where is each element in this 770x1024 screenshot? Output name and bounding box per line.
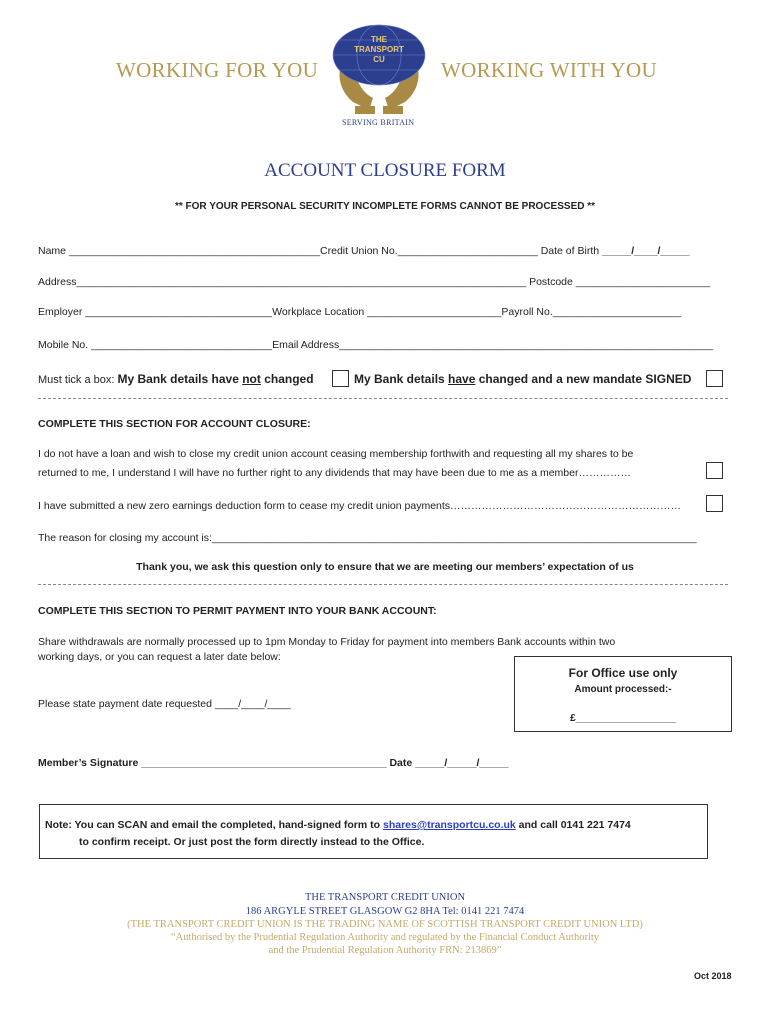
office-use-box xyxy=(514,656,732,732)
divider xyxy=(38,398,728,399)
zero-earnings-statement: I have submitted a new zero earnings deduction form to cease my credit union payments………………………………………………………… xyxy=(38,500,682,512)
logo-graphic xyxy=(329,20,429,120)
payment-date-field[interactable]: Please state payment date requested ____/____/____ xyxy=(38,698,291,710)
checkbox-not-changed[interactable] xyxy=(332,370,349,387)
name-credit-union-dob-label: Name ___________________________________________Credit Union No.________________________ Date of Birth xyxy=(38,245,602,257)
signature-field[interactable]: Member’s Signature __________________________________________ Date _____/_____/_____ xyxy=(38,757,509,769)
details-row-name[interactable] xyxy=(38,245,690,257)
checkbox-changed-new-mandate[interactable] xyxy=(706,370,723,387)
footer-trading-name: (THE TRANSPORT CREDIT UNION IS THE TRADING NAME OF SCOTTISH TRANSPORT CREDIT UNION LTD) xyxy=(127,919,643,930)
checkbox-zero-earnings[interactable] xyxy=(706,495,723,512)
details-row-address[interactable]: Address_____________________________________________________________________________ Postcode _______________________ xyxy=(38,276,711,288)
form-title: ACCOUNT CLOSURE FORM xyxy=(264,160,506,181)
thanks-note: Thank you, we ask this question only to ensure that we are meeting our members’ expectation of us xyxy=(136,561,634,573)
payment-info-line2: working days, or you can request a later date below: xyxy=(38,651,281,663)
closure-statement-line1: I do not have a loan and wish to close my credit union account ceasing membership forthwith and requesting all my shares to be xyxy=(38,448,634,460)
tick-label: Must tick a box: xyxy=(38,374,115,386)
details-row-employer[interactable]: Employer ________________________________Workplace Location _______________________Payroll No.______________________ xyxy=(38,306,682,318)
dob-field[interactable]: _____/____/_____ xyxy=(602,245,690,257)
closure-statement-line2: returned to me, I understand I will have no further right to any dividends that may have been due to me as a member…………… xyxy=(38,467,631,479)
divider xyxy=(38,584,728,585)
logo-text-3: CU xyxy=(373,55,385,64)
logo-text-1: THE xyxy=(371,35,387,44)
slogan-left: WORKING FOR YOU xyxy=(116,58,319,82)
serving-britain: SERVING BRITAIN xyxy=(342,118,415,127)
details-row-mobile[interactable]: Mobile No. _______________________________Email Address________________________________________________________________ xyxy=(38,339,713,351)
office-amount-value: £__________________ xyxy=(570,713,676,724)
email-link[interactable]: shares@transportcu.co.uk xyxy=(382,819,516,831)
office-title: For Office use only xyxy=(568,666,678,680)
note-line2: to confirm receipt. Or just post the form directly instead to the Office. xyxy=(79,836,425,848)
note-box xyxy=(39,804,708,859)
transport-cu-logo xyxy=(329,20,429,120)
logo-text-2: TRANSPORT xyxy=(354,45,404,54)
tick-option-changed: My Bank details have changed and a new mandate SIGNED xyxy=(354,372,692,386)
footer-frn: and the Prudential Regulation Authority FRN: 213869” xyxy=(268,945,502,956)
footer-authorisation: “Authorised by the Prudential Regulation Authority and regulated by the Financial Conduct Authority xyxy=(170,932,600,943)
footer-address: 186 ARGYLE STREET GLASGOW G2 8HA Tel: 0141 221 7474 xyxy=(245,906,525,917)
office-amount-label: Amount processed:- xyxy=(574,684,672,695)
closure-heading: COMPLETE THIS SECTION FOR ACCOUNT CLOSURE: xyxy=(38,418,311,430)
tick-option-not-changed: My Bank details have not changed xyxy=(117,372,314,386)
form-date: Oct 2018 xyxy=(694,971,732,981)
footer-org-name: THE TRANSPORT CREDIT UNION xyxy=(304,892,466,903)
tick-row xyxy=(38,372,314,386)
payment-info-line1: Share withdrawals are normally processed up to 1pm Monday to Friday for payment into members Bank accounts within two xyxy=(38,636,616,648)
note-line1: Note: You can SCAN and email the completed, hand-signed form to shares@transportcu.co.uk and call 0141 221 7474 xyxy=(45,819,631,831)
checkbox-close-account[interactable] xyxy=(706,462,723,479)
payment-heading: COMPLETE THIS SECTION TO PERMIT PAYMENT INTO YOUR BANK ACCOUNT: xyxy=(38,605,437,617)
form-subtitle: ** FOR YOUR PERSONAL SECURITY INCOMPLETE FORMS CANNOT BE PROCESSED ** xyxy=(174,201,596,212)
reason-field[interactable]: The reason for closing my account is:___________________________________________________________________________________ xyxy=(38,532,697,544)
slogan-right: WORKING WITH YOU xyxy=(441,58,657,82)
